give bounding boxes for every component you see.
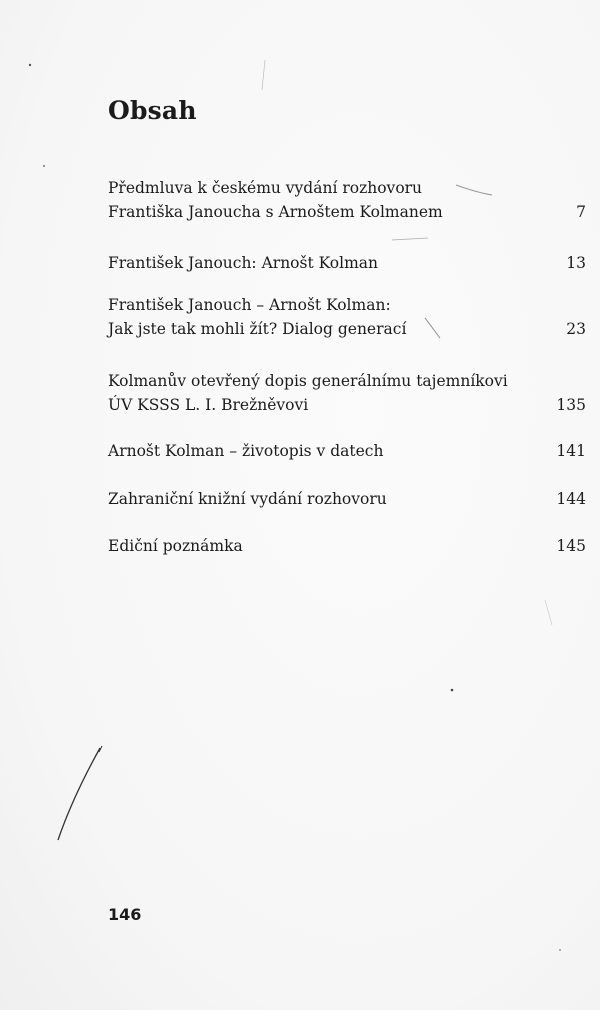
toc-entry-page: 145 (556, 537, 586, 555)
toc-entry-title: František Janouch: Arnošt Kolman (108, 254, 378, 272)
toc-entry-title: Arnošt Kolman – životopis v datech (108, 442, 384, 460)
toc-entry[interactable] (108, 176, 586, 224)
toc-entry-title: Kolmanův otevřený dopis generálnímu tajemníkovi (108, 372, 508, 390)
toc-entry[interactable] (108, 293, 586, 341)
toc-entry-page: 7 (576, 203, 586, 221)
toc-entry-page: 141 (556, 442, 586, 460)
toc-entry[interactable] (108, 534, 586, 558)
toc-entry-title: Ediční poznámka (108, 537, 243, 555)
toc-entry-title: Předmluva k českému vydání rozhovoru (108, 179, 423, 197)
toc-entry-title: ÚV KSSS L. I. Brežněvovi (108, 396, 309, 414)
toc-entry-page: 23 (566, 320, 586, 338)
toc-entry-title: František Janouch – Arnošt Kolman: (108, 296, 391, 314)
toc-entry-page: 144 (556, 490, 586, 508)
toc-entry[interactable] (108, 251, 586, 275)
toc-entry-title: Jak jste tak mohli žít? Dialog generací (108, 320, 407, 338)
toc-entry[interactable] (108, 369, 586, 417)
toc-entry-page: 13 (566, 254, 586, 272)
toc-entry[interactable] (108, 487, 586, 511)
toc-entry-title: Zahraniční knižní vydání rozhovoru (108, 490, 387, 508)
toc-heading: Obsah (108, 96, 197, 125)
toc-entry-page: 135 (556, 396, 586, 414)
page-number: 146 (108, 905, 142, 924)
toc-entry[interactable] (108, 439, 586, 463)
toc-entry-title: Františka Janoucha s Arnoštem Kolmanem (108, 203, 443, 221)
